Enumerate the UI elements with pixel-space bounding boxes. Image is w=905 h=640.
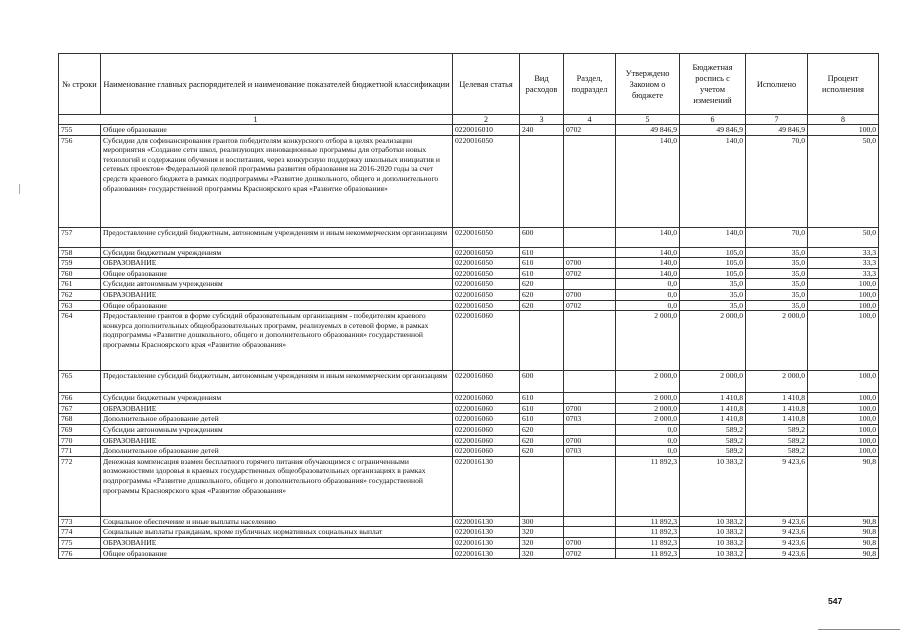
executed-amount: 9 423,6: [746, 537, 808, 548]
expense-type: 600: [520, 371, 564, 393]
approved-amount: 0,0: [616, 279, 680, 290]
execution-percent: 100,0: [808, 435, 879, 446]
execution-percent: 90,8: [808, 527, 879, 538]
section-code: 0702: [564, 268, 616, 279]
row-name: Общее образование: [101, 300, 453, 311]
executed-amount: 35,0: [746, 300, 808, 311]
table-row: [59, 456, 879, 516]
executed-amount: 35,0: [746, 289, 808, 300]
section-code: [564, 279, 616, 290]
header-row-number: № строки: [59, 54, 101, 115]
executed-amount: 2 000,0: [746, 311, 808, 371]
row-number: 775: [59, 537, 101, 548]
target-article: 0220016130: [453, 516, 520, 527]
row-number: 764: [59, 311, 101, 371]
execution-percent: 100,0: [808, 446, 879, 457]
section-code: 0700: [564, 403, 616, 414]
approved-amount: 2 000,0: [616, 371, 680, 393]
row-name: Социальные выплаты гражданам, кроме публичных нормативных социальных выплат: [101, 527, 453, 538]
budget-list-amount: 105,0: [680, 247, 746, 258]
row-number: 769: [59, 424, 101, 435]
col-number-2: 2: [453, 115, 520, 125]
expense-type: 320: [520, 527, 564, 538]
budget-list-amount: 10 383,2: [680, 516, 746, 527]
budget-list-amount: 10 383,2: [680, 548, 746, 559]
section-code: 0703: [564, 414, 616, 425]
execution-percent: 100,0: [808, 424, 879, 435]
expense-type: 610: [520, 393, 564, 404]
row-name: Денежная компенсация взамен бесплатного горячего питания обучающимся с ограниченными возможностями здоровья в краевых государственных общеобразовательных организациях в рамках подпрограммы «Развитие дошкольного, общего и дополнительного образования» государственной программы Красноярского края «Развитие образования»: [101, 456, 453, 516]
table-row: [59, 289, 879, 300]
approved-amount: 140,0: [616, 135, 680, 227]
table-row: [59, 393, 879, 404]
expense-type: 620: [520, 435, 564, 446]
executed-amount: 9 423,6: [746, 456, 808, 516]
header-percent: Процент исполнения: [808, 54, 879, 115]
approved-amount: 0,0: [616, 435, 680, 446]
table-row: [59, 371, 879, 393]
budget-execution-table: [58, 53, 879, 559]
approved-amount: 11 892,3: [616, 516, 680, 527]
table-row: [59, 537, 879, 548]
row-name: Дополнительное образование детей: [101, 446, 453, 457]
row-number: 757: [59, 227, 101, 247]
row-number: 766: [59, 393, 101, 404]
table-row: [59, 527, 879, 538]
row-number: 762: [59, 289, 101, 300]
section-code: [564, 456, 616, 516]
target-article: 0220016060: [453, 403, 520, 414]
executed-amount: 9 423,6: [746, 527, 808, 538]
table-body: [59, 125, 879, 559]
executed-amount: 35,0: [746, 279, 808, 290]
section-code: 0702: [564, 300, 616, 311]
row-number: 771: [59, 446, 101, 457]
target-article: 0220016130: [453, 527, 520, 538]
target-article: 0220016050: [453, 279, 520, 290]
expense-type: 620: [520, 279, 564, 290]
execution-percent: 33,3: [808, 258, 879, 269]
approved-amount: 11 892,3: [616, 456, 680, 516]
col-number-4: 4: [564, 115, 616, 125]
executed-amount: 589,2: [746, 435, 808, 446]
execution-percent: 90,8: [808, 516, 879, 527]
target-article: 0220016050: [453, 227, 520, 247]
section-code: [564, 311, 616, 371]
section-code: [564, 424, 616, 435]
row-number: 767: [59, 403, 101, 414]
row-name: Общее образование: [101, 268, 453, 279]
execution-percent: 100,0: [808, 414, 879, 425]
target-article: 0220016130: [453, 548, 520, 559]
table-row: [59, 258, 879, 269]
row-number: 772: [59, 456, 101, 516]
table-row: [59, 446, 879, 457]
budget-list-amount: 1 410,8: [680, 403, 746, 414]
execution-percent: 100,0: [808, 289, 879, 300]
executed-amount: 49 846,9: [746, 125, 808, 136]
approved-amount: 0,0: [616, 424, 680, 435]
row-number: 776: [59, 548, 101, 559]
budget-list-amount: 10 383,2: [680, 537, 746, 548]
expense-type: 610: [520, 414, 564, 425]
section-code: [564, 371, 616, 393]
section-code: 0700: [564, 258, 616, 269]
header-target-article: Целевая статья: [453, 54, 520, 115]
budget-list-amount: 2 000,0: [680, 311, 746, 371]
executed-amount: 70,0: [746, 135, 808, 227]
approved-amount: 2 000,0: [616, 311, 680, 371]
executed-amount: 1 410,8: [746, 414, 808, 425]
row-number: 760: [59, 268, 101, 279]
section-code: 0703: [564, 446, 616, 457]
expense-type: 620: [520, 424, 564, 435]
executed-amount: 9 423,6: [746, 516, 808, 527]
bottom-rule: [818, 629, 900, 630]
row-name: Общее образование: [101, 125, 453, 136]
row-number: 755: [59, 125, 101, 136]
target-article: 0220016050: [453, 135, 520, 227]
execution-percent: 100,0: [808, 393, 879, 404]
target-article: 0220016060: [453, 435, 520, 446]
target-article: 0220016060: [453, 446, 520, 457]
section-code: [564, 247, 616, 258]
section-code: [564, 527, 616, 538]
budget-list-amount: 105,0: [680, 268, 746, 279]
execution-percent: 90,8: [808, 548, 879, 559]
table-row: [59, 268, 879, 279]
execution-percent: 90,8: [808, 537, 879, 548]
executed-amount: 35,0: [746, 268, 808, 279]
table-row: [59, 516, 879, 527]
row-name: Субсидии бюджетным учреждениям: [101, 393, 453, 404]
section-code: [564, 516, 616, 527]
section-code: [564, 135, 616, 227]
expense-type: 620: [520, 446, 564, 457]
section-code: [564, 393, 616, 404]
executed-amount: 1 410,8: [746, 403, 808, 414]
row-number: 758: [59, 247, 101, 258]
section-code: 0702: [564, 125, 616, 136]
expense-type: 610: [520, 258, 564, 269]
target-article: 0220016060: [453, 424, 520, 435]
header-budget-list: Бюджетная роспись с учетом изменений: [680, 54, 746, 115]
approved-amount: 140,0: [616, 247, 680, 258]
table-header-row: [59, 54, 879, 115]
row-number: 774: [59, 527, 101, 538]
expense-type: 300: [520, 516, 564, 527]
row-number: 761: [59, 279, 101, 290]
row-number: 759: [59, 258, 101, 269]
expense-type: 320: [520, 548, 564, 559]
table-row: [59, 125, 879, 136]
column-number-row: [59, 115, 879, 125]
approved-amount: 2 000,0: [616, 393, 680, 404]
budget-list-amount: 10 383,2: [680, 527, 746, 538]
budget-list-amount: 105,0: [680, 258, 746, 269]
approved-amount: 2 000,0: [616, 403, 680, 414]
execution-percent: 90,8: [808, 456, 879, 516]
execution-percent: 33,3: [808, 268, 879, 279]
executed-amount: 70,0: [746, 227, 808, 247]
target-article: 0220016130: [453, 456, 520, 516]
col-number-7: 7: [746, 115, 808, 125]
executed-amount: 35,0: [746, 258, 808, 269]
row-name: ОБРАЗОВАНИЕ: [101, 435, 453, 446]
executed-amount: 2 000,0: [746, 371, 808, 393]
expense-type: [520, 456, 564, 516]
table-row: [59, 279, 879, 290]
execution-percent: 100,0: [808, 403, 879, 414]
execution-percent: 100,0: [808, 371, 879, 393]
row-name: Субсидии автономным учреждениям: [101, 424, 453, 435]
section-code: 0700: [564, 289, 616, 300]
table-row: [59, 300, 879, 311]
row-number: 763: [59, 300, 101, 311]
row-name: Социальное обеспечение и иные выплаты населению: [101, 516, 453, 527]
budget-list-amount: 35,0: [680, 279, 746, 290]
execution-percent: 100,0: [808, 311, 879, 371]
executed-amount: 589,2: [746, 446, 808, 457]
target-article: 0220016060: [453, 311, 520, 371]
table-row: [59, 247, 879, 258]
expense-type: 610: [520, 403, 564, 414]
row-number: 756: [59, 135, 101, 227]
expense-type: 600: [520, 227, 564, 247]
row-number: 765: [59, 371, 101, 393]
execution-percent: 100,0: [808, 300, 879, 311]
approved-amount: 0,0: [616, 300, 680, 311]
row-number: 768: [59, 414, 101, 425]
executed-amount: 589,2: [746, 424, 808, 435]
section-code: 0700: [564, 435, 616, 446]
table-row: [59, 414, 879, 425]
budget-list-amount: 10 383,2: [680, 456, 746, 516]
approved-amount: 11 892,3: [616, 527, 680, 538]
approved-amount: 140,0: [616, 258, 680, 269]
executed-amount: 9 423,6: [746, 548, 808, 559]
expense-type: 620: [520, 289, 564, 300]
budget-list-amount: 589,2: [680, 424, 746, 435]
execution-percent: 100,0: [808, 279, 879, 290]
row-name: ОБРАЗОВАНИЕ: [101, 537, 453, 548]
budget-list-amount: 35,0: [680, 289, 746, 300]
execution-percent: 100,0: [808, 125, 879, 136]
header-executed: Исполнено: [746, 54, 808, 115]
target-article: 0220016060: [453, 371, 520, 393]
target-article: 0220016050: [453, 258, 520, 269]
approved-amount: 11 892,3: [616, 548, 680, 559]
table-row: [59, 135, 879, 227]
row-name: Общее образование: [101, 548, 453, 559]
budget-list-amount: 35,0: [680, 300, 746, 311]
col-number-1: 1: [59, 115, 453, 125]
approved-amount: 140,0: [616, 268, 680, 279]
approved-amount: 0,0: [616, 289, 680, 300]
execution-percent: 33,3: [808, 247, 879, 258]
target-article: 0220016050: [453, 247, 520, 258]
expense-type: 610: [520, 247, 564, 258]
col-number-3: 3: [520, 115, 564, 125]
target-article: 0220016050: [453, 268, 520, 279]
execution-percent: 50,0: [808, 227, 879, 247]
row-name: Субсидии для софинансирования грантов победителям конкурсного отбора в целях реализации мероприятия «Создание сети школ, реализующих инновационные программы для отработки новых технологий и содержания обучения и воспитания, через конкурсную поддержку школьных инициатив и сетевых проектов» Федеральной целевой программы развития образования на 2016-2020 годы за счет средств краевого бюджета в рамках подпрограммы «Развитие дошкольного, общего и дополнительного образования» государственной программы Красноярского края «Развитие образования»: [101, 135, 453, 227]
row-name: Предоставление грантов в форме субсидий образовательным организациям - победителям краевого конкурса дополнительных общеобразовательных программ, реализуемых в сетевой форме, в рамках подпрограммы «Развитие дошкольного, общего и дополнительного образования» государственной программы Красноярского края «Развитие образования»: [101, 311, 453, 371]
expense-type: 320: [520, 537, 564, 548]
execution-percent: 50,0: [808, 135, 879, 227]
budget-list-amount: 1 410,8: [680, 393, 746, 404]
row-name: Субсидии автономным учреждениям: [101, 279, 453, 290]
target-article: 0220016010: [453, 125, 520, 136]
target-article: 0220016050: [453, 300, 520, 311]
row-number: 770: [59, 435, 101, 446]
budget-list-amount: 140,0: [680, 135, 746, 227]
row-name: Предоставление субсидий бюджетным, автономным учреждениям и иным некоммерческим организациям: [101, 227, 453, 247]
budget-list-amount: 140,0: [680, 227, 746, 247]
row-name: ОБРАЗОВАНИЕ: [101, 258, 453, 269]
approved-amount: 11 892,3: [616, 537, 680, 548]
page-number: 547: [828, 596, 843, 606]
table-row: [59, 435, 879, 446]
row-name: Субсидии бюджетным учреждениям: [101, 247, 453, 258]
row-name: ОБРАЗОВАНИЕ: [101, 403, 453, 414]
table-row: [59, 403, 879, 414]
header-expense-type: Вид расходов: [520, 54, 564, 115]
header-approved: Утверждено Законом о бюджете: [616, 54, 680, 115]
expense-type: 610: [520, 268, 564, 279]
budget-list-amount: 49 846,9: [680, 125, 746, 136]
header-name: Наименование главных распорядителей и наименование показателей бюджетной классификации: [101, 54, 453, 115]
header-section: Раздел, подраздел: [564, 54, 616, 115]
section-code: 0700: [564, 537, 616, 548]
executed-amount: 1 410,8: [746, 393, 808, 404]
approved-amount: 0,0: [616, 446, 680, 457]
target-article: 0220016060: [453, 414, 520, 425]
approved-amount: 140,0: [616, 227, 680, 247]
row-name: Дополнительное образование детей: [101, 414, 453, 425]
table-row: [59, 548, 879, 559]
table-row: [59, 424, 879, 435]
table-row: [59, 311, 879, 371]
target-article: 0220016050: [453, 289, 520, 300]
section-code: 0702: [564, 548, 616, 559]
approved-amount: 2 000,0: [616, 414, 680, 425]
row-name: Предоставление субсидий бюджетным, автономным учреждениям и иным некоммерческим организациям: [101, 371, 453, 393]
col-number-5: 5: [616, 115, 680, 125]
row-name: ОБРАЗОВАНИЕ: [101, 289, 453, 300]
budget-list-amount: 589,2: [680, 446, 746, 457]
executed-amount: 35,0: [746, 247, 808, 258]
target-article: 0220016060: [453, 393, 520, 404]
expense-type: [520, 311, 564, 371]
row-number: 773: [59, 516, 101, 527]
expense-type: 620: [520, 300, 564, 311]
col-number-6: 6: [680, 115, 746, 125]
col-number-8: 8: [808, 115, 879, 125]
approved-amount: 49 846,9: [616, 125, 680, 136]
budget-list-amount: 2 000,0: [680, 371, 746, 393]
target-article: 0220016130: [453, 537, 520, 548]
margin-mark: [19, 184, 20, 194]
table-row: [59, 227, 879, 247]
section-code: [564, 227, 616, 247]
budget-list-amount: 589,2: [680, 435, 746, 446]
budget-list-amount: 1 410,8: [680, 414, 746, 425]
expense-type: 240: [520, 125, 564, 136]
expense-type: [520, 135, 564, 227]
